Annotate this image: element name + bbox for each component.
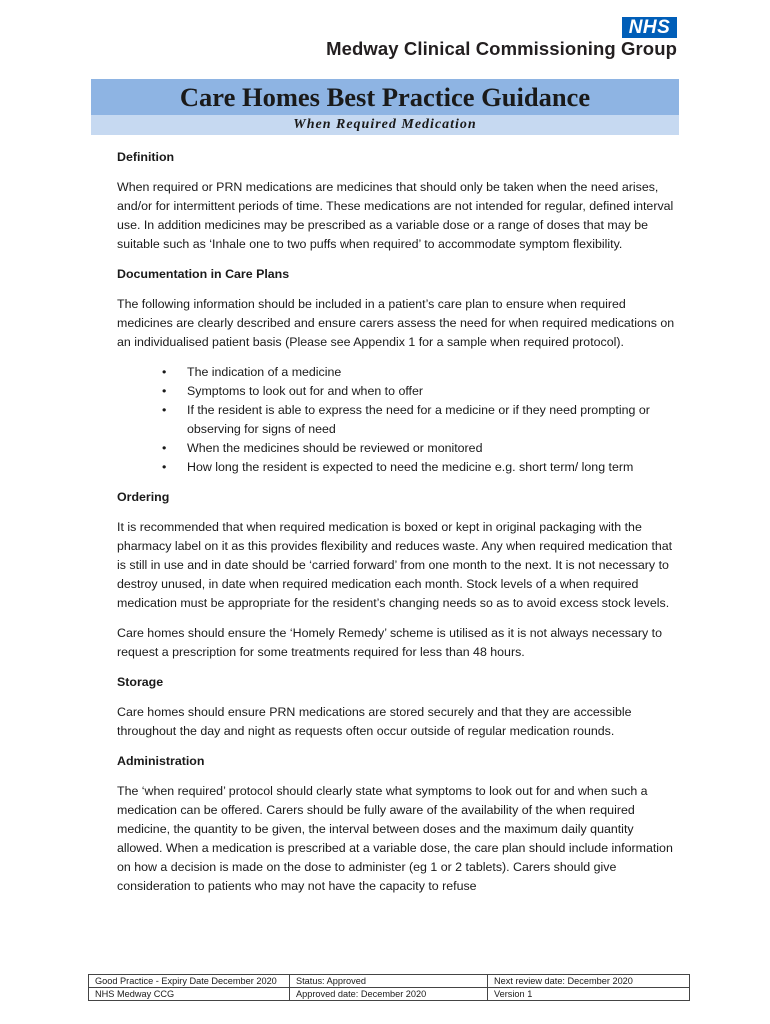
documentation-heading: Documentation in Care Plans	[117, 267, 290, 281]
documentation-bullet-list	[117, 363, 679, 477]
footer-expiry: Good Practice - Expiry Date December 2020	[89, 975, 290, 988]
document-subtitle: When Required Medication	[91, 115, 679, 135]
footer-version: Version 1	[488, 988, 690, 1001]
bullet-item: • Symptoms to look out for and when to offer	[187, 382, 679, 401]
documentation-paragraph: The following information should be included in a patient’s care plan to ensure when required medicines are clearly described and ensure carers assess the need for when required medications on an individualised patient basis (Please see Appendix 1 for a sample when required protocol).	[117, 297, 675, 349]
ordering-paragraph: It is recommended that when required medication is boxed or kept in original packaging with the pharmacy label on it as this provides flexibility and reduces waste. Any when required medication that is still in use and in date should be ‘carried forward’ from one month to the next. It is not necessary to destroy unused, in date when required medication each month. Stock levels of a when required medication must be appropriate for the resident’s changing needs so as to avoid excess stock levels.	[117, 520, 673, 610]
definition-paragraph: When required or PRN medications are medicines that should only be taken when the need arises, and/or for intermittent periods of time. These medications are not intended for regular, defined interval use. In addition medicines may be prescribed as a variable dose or a range of doses that may be suitable such as ‘Inhale one to two puffs when required’ to accommodate symptom flexibility.	[117, 180, 674, 251]
footer-row	[89, 975, 690, 988]
document-body	[117, 148, 679, 907]
bullet-item: • When the medicines should be reviewed or monitored	[187, 439, 679, 458]
document-title: Care Homes Best Practice Guidance	[179, 82, 591, 112]
footer-status: Status: Approved	[290, 975, 488, 988]
ordering-paragraph: Care homes should ensure the ‘Homely Remedy’ scheme is utilised as it is not always necessary to request a prescription for some treatments required for less than 48 hours.	[117, 626, 662, 659]
administration-heading: Administration	[117, 754, 205, 768]
bullet-item: • How long the resident is expected to need the medicine e.g. short term/ long term	[187, 458, 679, 477]
organisation-name: Medway Clinical Commissioning Group	[326, 38, 677, 59]
footer-table	[88, 974, 690, 1001]
bullet-item: • The indication of a medicine	[187, 363, 679, 382]
nhs-logo: NHS	[622, 17, 677, 38]
footer-next-review: Next review date: December 2020	[488, 975, 690, 988]
footer-organisation: NHS Medway CCG	[89, 988, 290, 1001]
ordering-heading: Ordering	[117, 490, 170, 504]
storage-heading: Storage	[117, 675, 164, 689]
definition-heading: Definition	[117, 150, 175, 164]
administration-paragraph: The ‘when required’ protocol should clearly state what symptoms to look out for and when such a medication can be offered. Carers should be fully aware of the availability of the when required medicine, the quantity to be given, the interval between doses and the maximum daily quantity allowed. When a medication is prescribed at a variable dose, the care plan should include information on how a decision is made on the dose to administer (eg 1 or 2 tablets). Carers should give consideration to patients who may not have the capacity to refuse	[117, 784, 673, 893]
footer-approved-date: Approved date: December 2020	[290, 988, 488, 1001]
bullet-item: • If the resident is able to express the need for a medicine or if they need prompting or observing for signs of need	[187, 401, 679, 439]
storage-paragraph: Care homes should ensure PRN medications are stored securely and that they are accessible throughout the day and night as requests often occur outside of regular medication rounds.	[117, 705, 632, 738]
footer-row	[89, 988, 690, 1001]
title-banner	[91, 79, 679, 115]
